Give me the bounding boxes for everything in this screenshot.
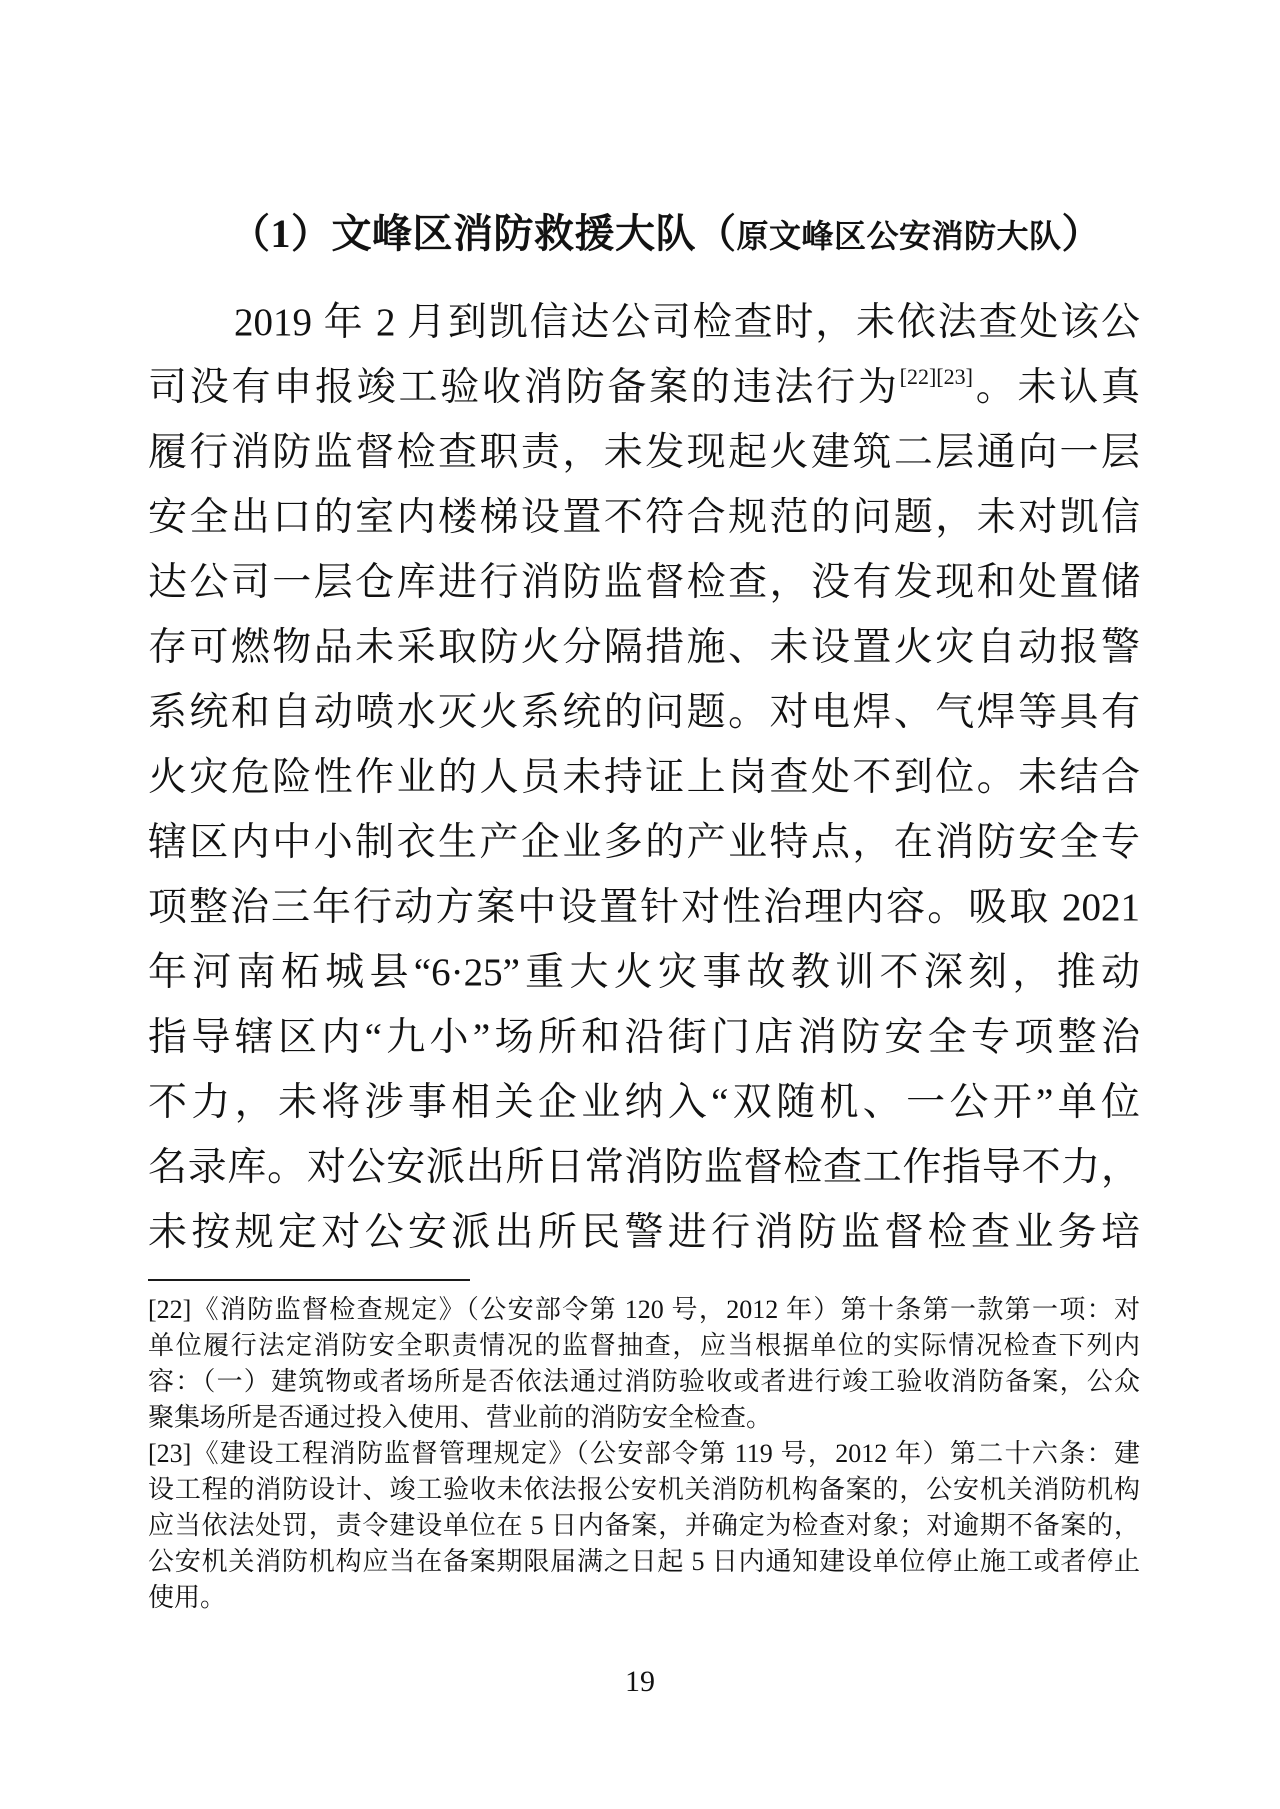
footnote-line: 使用。 [148,1583,227,1612]
body-line-text: 履行消防监督检查职责，未发现起火建筑二层通向一层 [148,431,1140,474]
footnote-line: 应当依法处罚，责令建设单位在 5 日内备案，并确定为检查对象；对逾期不备案的， [148,1511,1140,1540]
section-heading-close-paren: ） [1061,211,1103,256]
section-heading [148,198,1140,272]
body-line-text: 项整治三年行动方案中设置针对性治理内容。吸取 2021 [148,886,1140,929]
body-line [148,420,1140,485]
footnote-23 [148,1436,1140,1616]
body-line-text: 指导辖区内“九小”场所和沿街门店消防安全专项整治 [148,1016,1140,1059]
section-heading-former-name: 原文峰区公安消防大队 [736,218,1062,254]
body-line-text: 名录库。对公安派出所日常消防监督检查工作指导不力， [148,1146,1140,1189]
body-line-text: 存可燃物品未采取防火分隔措施、未设置火灾自动报警 [148,626,1140,669]
footnotes-section [148,1292,1140,1616]
body-line-text: 达公司一层仓库进行消防监督检查，没有发现和处置储 [148,561,1140,604]
body-line [148,615,1140,680]
body-line [148,810,1140,875]
body-line-text: 年河南柘城县“6·25”重大火灾事故教训不深刻，推动 [148,951,1140,994]
footnote-line: 单位履行法定消防安全职责情况的监督抽查，应当根据单位的实际情况检查下列内 [148,1331,1140,1360]
body-line-text: 安全出口的室内楼梯设置不符合规范的问题，未对凯信 [148,496,1140,539]
footnote-ref-superscript: [22][23] [899,364,973,389]
body-paragraph [148,290,1140,1265]
body-line-text: 辖区内中小制衣生产企业多的产业特点，在消防安全专 [148,821,1140,864]
footnote-separator [148,1279,470,1281]
footnote-line: 容：（一）建筑物或者场所是否依法通过消防验收或者进行竣工验收消防备案，公众 [148,1367,1140,1396]
body-line-text: 未按规定对公安派出所民警进行消防监督检查业务培 [148,1211,1140,1254]
body-line [148,745,1140,810]
body-line [148,355,1140,420]
section-heading-main: （1）文峰区消防救援大队（ [230,211,737,256]
body-line [148,290,1140,355]
body-line-text: 系统和自动喷水灭火系统的问题。对电焊、气焊等具有 [148,691,1140,734]
body-line [148,485,1140,550]
body-line [148,1135,1140,1200]
body-line-text: 2019 年 2 月到凯信达公司检查时，未依法查处该公 [234,301,1140,344]
footnote-line: 聚集场所是否通过投入使用、营业前的消防安全检查。 [148,1403,773,1432]
body-line [148,1200,1140,1265]
footnote-line: 设工程的消防设计、竣工验收未依法报公安机关消防机构备案的，公安机关消防机构 [148,1475,1140,1504]
body-line [148,1070,1140,1135]
footnote-line: 公安机关消防机构应当在备案期限届满之日起 5 日内通知建设单位停止施工或者停止 [148,1547,1140,1576]
body-line-text: 火灾危险性作业的人员未持证上岗查处不到位。未结合 [148,756,1140,799]
page-number: 19 [625,1665,655,1698]
content-area [148,198,1140,1616]
body-line [148,1005,1140,1070]
body-line [148,940,1140,1005]
footnote-line: [22]《消防监督检查规定》（公安部令第 120 号，2012 年）第十条第一款第一项：对 [148,1295,1140,1324]
body-line [148,550,1140,615]
footnote-22 [148,1292,1140,1436]
footnote-line: [23]《建设工程消防监督管理规定》（公安部令第 119 号，2012 年）第二十六条：建 [148,1439,1140,1468]
body-line-text: 不力，未将涉事相关企业纳入“双随机、一公开”单位 [148,1081,1140,1124]
body-line [148,680,1140,745]
body-line [148,875,1140,940]
body-line-text: 。未认真 [972,366,1140,409]
body-line-text: 司没有申报竣工验收消防备案的违法行为 [148,366,900,409]
